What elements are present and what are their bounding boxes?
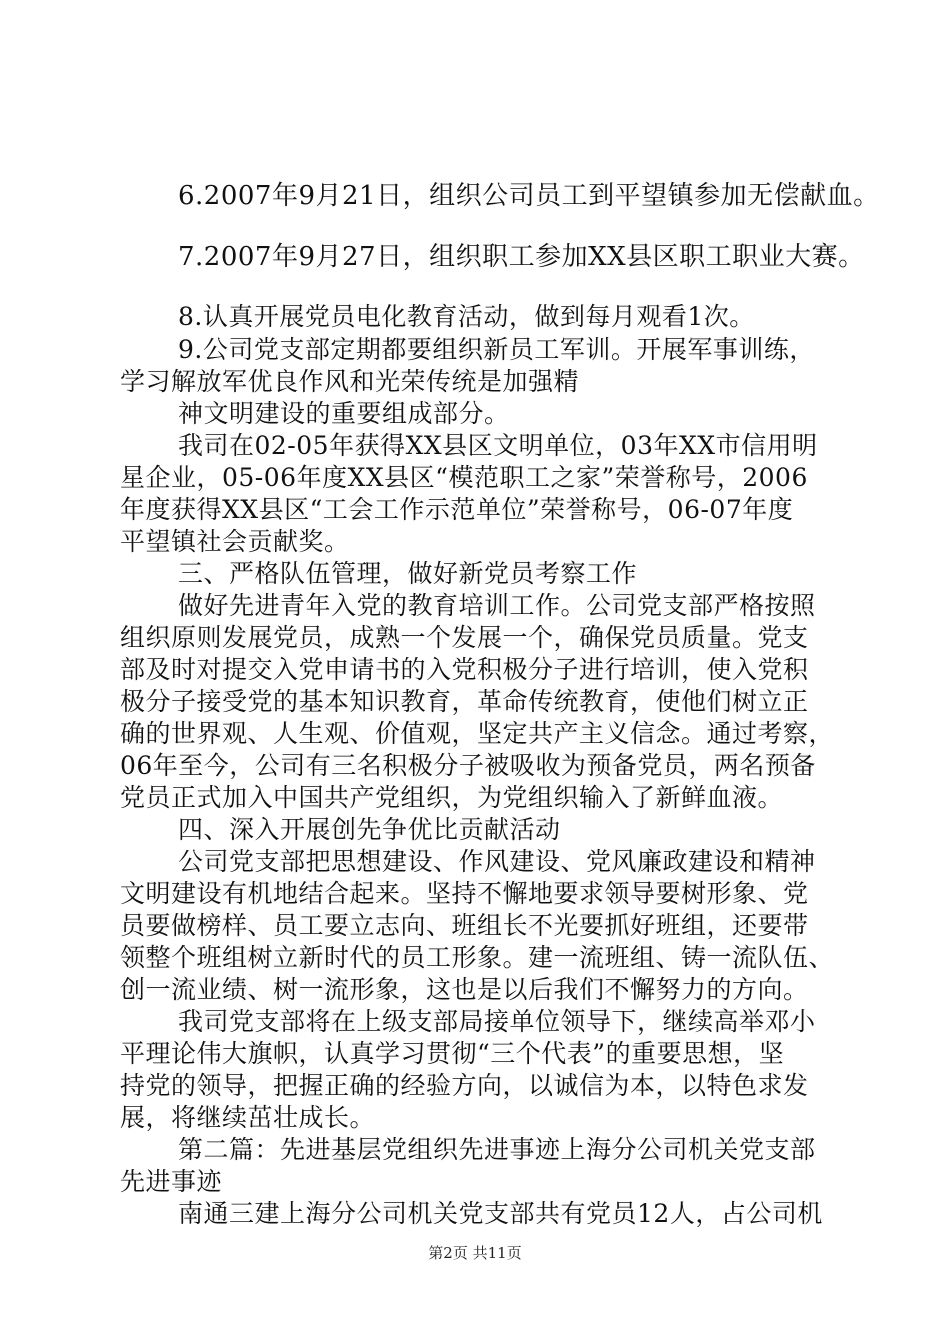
paragraph-line-17: 做好先进青年入党的教育培训工作。公司党支部严格按照 <box>178 591 816 620</box>
paragraph-line-14: 年度获得XX县区“工会工作示范单位”荣誉称号，06-07年度 <box>120 495 794 524</box>
paragraph-line-30: 我司党支部将在上级支部局接单位领导下，继续高举邓小 <box>178 1007 816 1036</box>
paragraph-line-28: 领整个班组树立新时代的员工形象。建一流班组、铸一流队伍、 <box>120 943 835 972</box>
paragraph-line-11: 神文明建设的重要组成部分。 <box>178 399 510 428</box>
paragraph-line-12: 我司在02-05年获得XX县区文明单位，03年XX市信用明 <box>178 431 818 460</box>
paragraph-line-22: 06年至今，公司有三名积极分子被吸收为预备党员，两名预备 <box>120 751 816 780</box>
paragraph-line-18: 组织原则发展党员，成熟一个发展一个，确保党员质量。党支 <box>120 623 809 652</box>
page-footer: 第2页 共11页 <box>428 1244 522 1262</box>
paragraph-line-31: 平理论伟大旗帜，认真学习贯彻“三个代表”的重要思想，坚 <box>120 1039 785 1068</box>
section-heading-4: 四、深入开展创先争优比贡献活动 <box>178 815 561 844</box>
paragraph-line-25: 公司党支部把思想建设、作风建设、党风廉政建设和精神 <box>178 847 816 876</box>
paragraph-line-9: 9.公司党支部定期都要组织新员工军训。开展军事训练， <box>178 335 815 364</box>
paragraph-line-26: 文明建设有机地结合起来。坚持不懈地要求领导要树形象、党 <box>120 879 809 908</box>
paragraph-line-27: 员要做榜样、员工要立志向、班组长不光要抓好班组，还要带 <box>120 911 809 940</box>
paragraph-line-20: 极分子接受党的基本知识教育，革命传统教育，使他们树立正 <box>120 687 809 716</box>
chapter-heading: 第二篇：先进基层党组织先进事迹上海分公司机关党支部 <box>178 1135 816 1164</box>
paragraph-line-6: 6.2007年9月21日，组织公司员工到平望镇参加无偿献血。 <box>178 181 880 211</box>
paragraph-line-32: 持党的领导，把握正确的经验方向，以诚信为本，以特色求发 <box>120 1071 809 1100</box>
chapter-heading-cont: 先进事迹 <box>120 1167 223 1196</box>
paragraph-line-7: 7.2007年9月27日，组织职工参加XX县区职工职业大赛。 <box>178 242 865 272</box>
paragraph-line-15: 平望镇社会贡献奖。 <box>120 527 350 556</box>
section-heading-3: 三、严格队伍管理，做好新党员考察工作 <box>178 559 638 588</box>
paragraph-line-21: 确的世界观、人生观、价值观，坚定共产主义信念。通过考察， <box>120 719 835 748</box>
paragraph-line-23: 党员正式加入中国共产党组织，为党组织输入了新鲜血液。 <box>120 783 784 812</box>
paragraph-line-33: 展，将继续茁壮成长。 <box>120 1103 376 1132</box>
paragraph-line-13: 星企业，05-06年度XX县区“模范职工之家”荣誉称号，2006 <box>120 463 808 492</box>
paragraph-line-36: 南通三建上海分公司机关党支部共有党员12人，占公司机 <box>178 1199 823 1228</box>
paragraph-line-8: 8.认真开展党员电化教育活动，做到每月观看1次。 <box>178 302 755 331</box>
paragraph-line-29: 创一流业绩、树一流形象，这也是以后我们不懈努力的方向。 <box>120 975 809 1004</box>
paragraph-line-10: 学习解放军优良作风和光荣传统是加强精 <box>120 367 580 396</box>
paragraph-line-19: 部及时对提交入党申请书的入党积极分子进行培训，使入党积 <box>120 655 809 684</box>
